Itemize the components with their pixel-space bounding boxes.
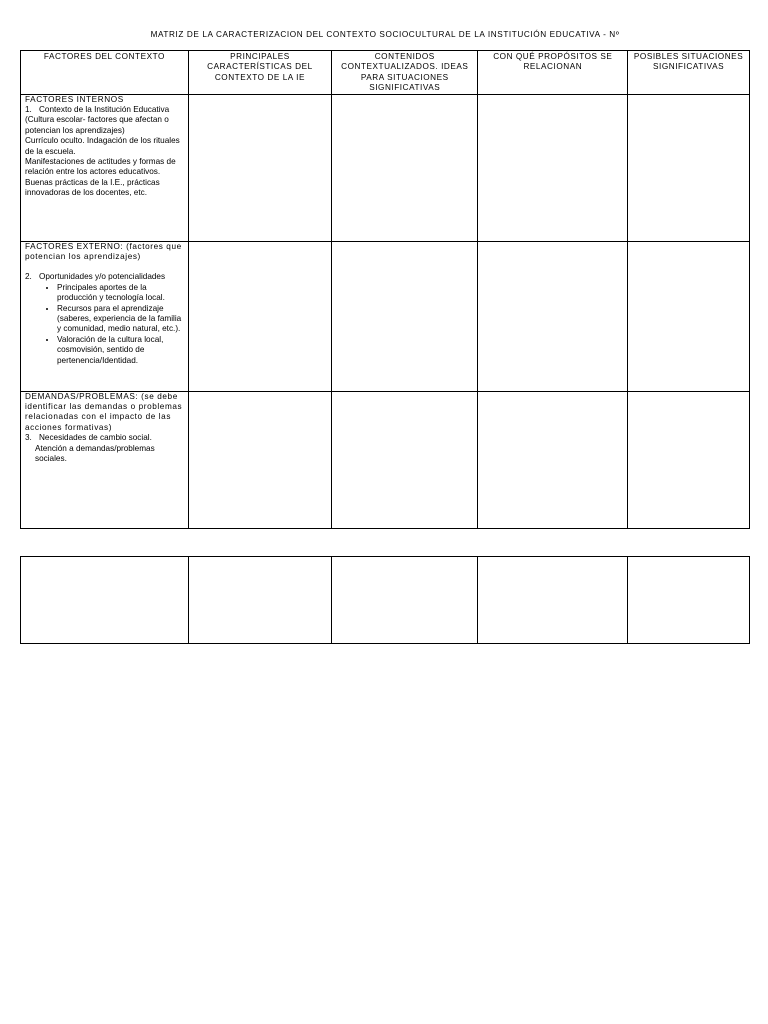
internos-line: Currículo oculto. Indagación de los rituales de la escuela. [25, 136, 180, 156]
table-header-row [21, 51, 750, 95]
input-cell[interactable] [332, 391, 478, 528]
document-title: MATRIZ DE LA CARACTERIZACION DEL CONTEXTO SOCIOCULTURAL DE LA INSTITUCIÓN EDUCATIVA - Nº [150, 30, 620, 39]
factores-externos-heading: FACTORES EXTERNO: (factores que potencian los aprendizajes) [25, 241, 182, 262]
externos-bullet-list [25, 283, 184, 366]
item-title: Contexto de la Institución Educativa [39, 105, 170, 115]
list-item: • Recursos para el aprendizaje (saberes, experiencia de la familia y comunidad, medio natural, etc.). [57, 304, 184, 335]
input-cell[interactable] [332, 94, 478, 241]
demandas-extra: Atención a demandas/problemas sociales. [35, 443, 155, 464]
input-cell[interactable] [628, 241, 750, 391]
input-cell[interactable] [188, 391, 331, 528]
input-cell[interactable] [478, 241, 628, 391]
header-caracteristicas: PRINCIPALES CARACTERÍSTICAS DEL CONTEXTO DE LA IE [188, 51, 331, 95]
item-oportunidades [25, 272, 184, 282]
table-row [21, 94, 750, 241]
factores-internos-heading: FACTORES INTERNOS [25, 94, 124, 104]
input-cell[interactable] [478, 94, 628, 241]
input-cell[interactable] [188, 94, 331, 241]
item-number: 1. [25, 105, 32, 115]
item-number: 2. [25, 272, 32, 282]
header-situaciones: POSIBLES SITUACIONES SIGNIFICATIVAS [628, 51, 750, 95]
input-cell[interactable] [628, 391, 750, 528]
item-contexto-ie [25, 105, 184, 115]
input-cell[interactable] [188, 557, 331, 644]
input-cell[interactable] [478, 391, 628, 528]
header-propositos: CON QUÉ PROPÓSITOS SE RELACIONAN [478, 51, 628, 95]
header-contenidos: CONTENIDOS CONTEXTUALIZADOS. IDEAS PARA SITUACIONES SIGNIFICATIVAS [332, 51, 478, 95]
input-cell[interactable] [188, 241, 331, 391]
input-cell[interactable] [628, 557, 750, 644]
demandas-cell [21, 391, 189, 528]
internos-line: Manifestaciones de actitudes y formas de relación entre los actores educativos. [25, 157, 176, 177]
item-number: 3. [25, 433, 32, 443]
item-title: Oportunidades y/o potencialidades [39, 272, 166, 282]
input-cell[interactable] [332, 557, 478, 644]
list-item: • Valoración de la cultura local, cosmovisión, sentido de pertenencia/Identidad. [57, 335, 184, 366]
internos-line: (Cultura escolar- factores que afectan o potencian los aprendizajes) [25, 115, 169, 135]
continuation-table [20, 556, 750, 644]
item-necesidades [25, 433, 184, 443]
table-row [21, 557, 750, 644]
table-row [21, 241, 750, 391]
context-matrix-table [20, 50, 750, 529]
demandas-heading: DEMANDAS/PROBLEMAS: (se debe identificar las demandas o problemas relacionadas con el impacto de las acciones formativas) [25, 391, 183, 432]
header-factores: FACTORES DEL CONTEXTO [21, 51, 189, 95]
factores-externos-cell [21, 241, 189, 391]
list-item: • Principales aportes de la producción y tecnología local. [57, 283, 184, 304]
input-cell[interactable] [628, 94, 750, 241]
factores-internos-cell [21, 94, 189, 241]
internos-line: Buenas prácticas de la I.E., prácticas innovadoras de los docentes, etc. [25, 177, 160, 198]
table-row [21, 391, 750, 528]
input-cell[interactable] [332, 241, 478, 391]
item-title: Necesidades de cambio social. [39, 433, 152, 443]
input-cell[interactable] [478, 557, 628, 644]
input-cell[interactable] [21, 557, 189, 644]
